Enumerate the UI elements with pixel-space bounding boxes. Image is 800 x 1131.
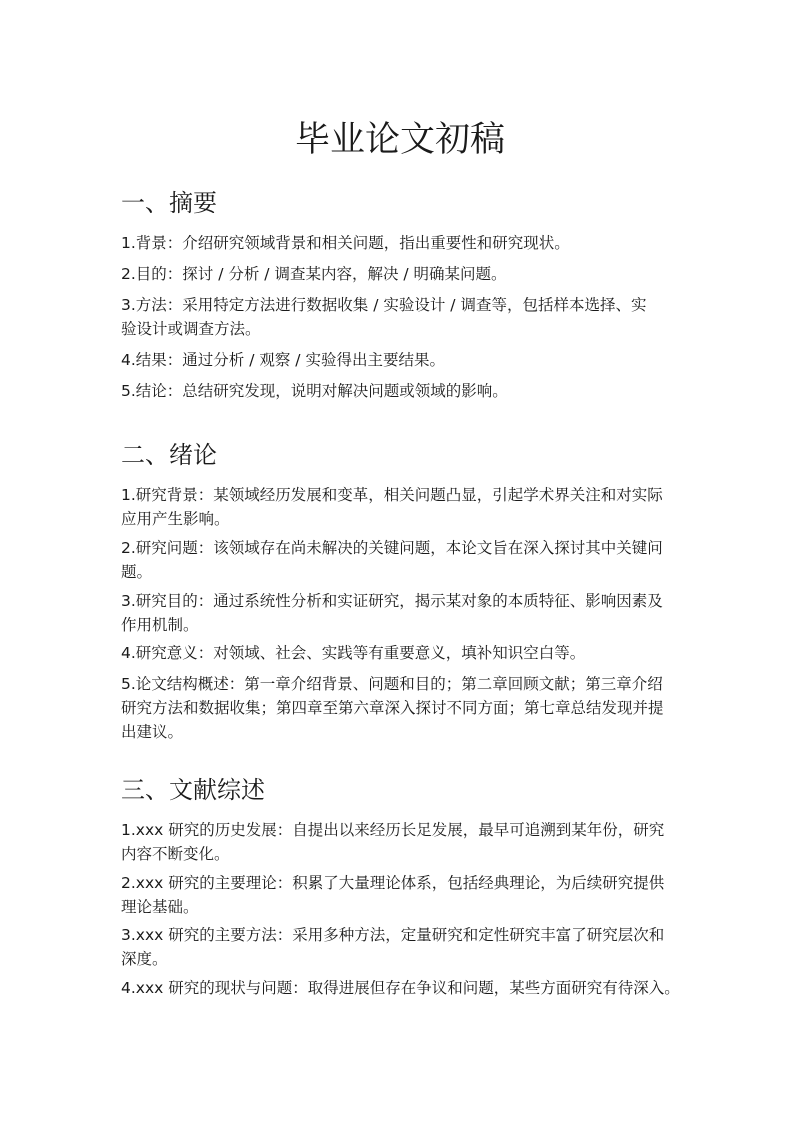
paragraph-line: 3.xxx 研究的主要方法：采用多种方法，定量研究和定性研究丰富了研究层次和 (121, 926, 665, 944)
paragraph-line: 出建议。 (121, 723, 184, 741)
paragraph-line: 深度。 (121, 950, 168, 968)
paragraph-line: 验设计或调查方法。 (121, 320, 261, 338)
paragraph-line: 3.方法：采用特定方法进行数据收集 / 实验设计 / 调查等，包括样本选择、实 (121, 296, 647, 314)
paragraph-line: 1.xxx 研究的历史发展：自提出以来经历长足发展，最早可追溯到某年份，研究 (121, 821, 665, 839)
paragraph-line: 5.论文结构概述：第一章介绍背景、问题和目的；第二章回顾文献；第三章介绍 (121, 675, 663, 693)
paragraph-line: 2.研究问题：该领域存在尚未解决的关键问题，本论文旨在深入探讨其中关键问 (121, 539, 663, 557)
paragraph (121, 923, 664, 971)
paragraph (121, 293, 646, 341)
paragraph-line: 1.背景：介绍研究领域背景和相关问题，指出重要性和研究现状。 (121, 234, 570, 252)
paragraph-line: 5.结论：总结研究发现，说明对解决问题或领域的影响。 (121, 382, 508, 400)
paragraph-line: 2.目的：探讨 / 分析 / 调查某内容，解决 / 明确某问题。 (121, 265, 507, 283)
paragraph (121, 818, 664, 866)
document-title: 毕业论文初稿 (294, 120, 505, 160)
paragraph (121, 231, 570, 255)
section-heading-abstract: 一、摘要 (121, 189, 217, 217)
paragraph (121, 536, 663, 584)
paragraph (121, 976, 680, 1000)
paragraph-line: 理论基础。 (121, 898, 199, 916)
paragraph-line: 4.结果：通过分析 / 观察 / 实验得出主要结果。 (121, 351, 445, 369)
section-heading-literature-review: 三、文献综述 (121, 776, 265, 804)
paragraph (121, 641, 585, 665)
paragraph-line: 作用机制。 (121, 616, 199, 634)
paragraph-line: 3.研究目的：通过系统性分析和实证研究，揭示某对象的本质特征、影响因素及 (121, 592, 663, 610)
paragraph (121, 672, 664, 744)
section-heading-introduction: 二、绪论 (121, 441, 217, 469)
paragraph (121, 379, 508, 403)
paragraph (121, 348, 445, 372)
paragraph (121, 262, 507, 286)
paragraph-line: 1.研究背景：某领域经历发展和变革，相关问题凸显，引起学术界关注和对实际 (121, 486, 663, 504)
paragraph-line: 应用产生影响。 (121, 510, 230, 528)
paragraph-line: 4.研究意义：对领域、社会、实践等有重要意义，填补知识空白等。 (121, 644, 586, 662)
paragraph-line: 题。 (121, 563, 153, 581)
paragraph-line: 4.xxx 研究的现状与问题：取得进展但存在争议和问题，某些方面研究有待深入。 (121, 979, 680, 997)
paragraph (121, 871, 664, 919)
paragraph-line: 2.xxx 研究的主要理论：积累了大量理论体系，包括经典理论，为后续研究提供 (121, 874, 665, 892)
paragraph-line: 内容不断变化。 (121, 845, 230, 863)
paragraph (121, 483, 663, 531)
paragraph (121, 589, 663, 637)
paragraph-line: 研究方法和数据收集；第四章至第六章深入探讨不同方面；第七章总结发现并提 (121, 699, 664, 717)
